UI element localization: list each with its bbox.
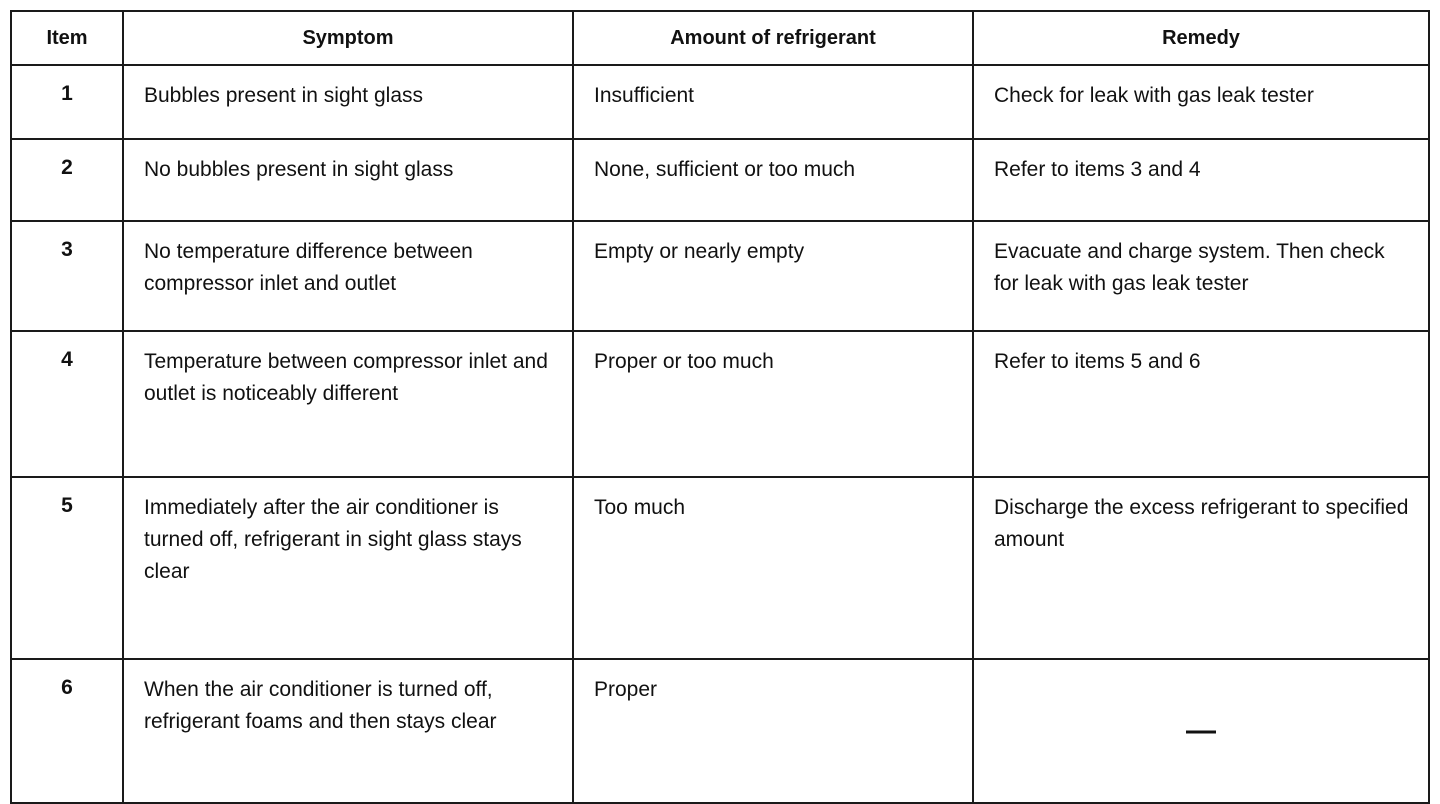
header-remedy: Remedy [973,11,1429,65]
table-row [11,139,1429,221]
cell-item: 5 [11,477,123,659]
cell-item: 1 [11,65,123,139]
cell-remedy: Evacuate and charge system. Then check for leak with gas leak tester [973,221,1429,331]
header-symptom: Symptom [123,11,573,65]
table-row [11,659,1429,803]
cell-remedy: Check for leak with gas leak tester [973,65,1429,139]
cell-amount: Too much [573,477,973,659]
cell-symptom: Immediately after the air conditioner is turned off, refrigerant in sight glass stays clear [123,477,573,659]
cell-amount: Empty or nearly empty [573,221,973,331]
cell-item: 4 [11,331,123,477]
cell-remedy: Discharge the excess refrigerant to specified amount [973,477,1429,659]
cell-symptom: No bubbles present in sight glass [123,139,573,221]
cell-remedy: Refer to items 3 and 4 [973,139,1429,221]
cell-amount: None, sufficient or too much [573,139,973,221]
header-item: Item [11,11,123,65]
cell-item: 6 [11,659,123,803]
cell-symptom: When the air conditioner is turned off, refrigerant foams and then stays clear [123,659,573,803]
table-row [11,331,1429,477]
cell-symptom: No temperature difference between compressor inlet and outlet [123,221,573,331]
cell-symptom: Temperature between compressor inlet and outlet is noticeably different [123,331,573,477]
cell-amount: Proper or too much [573,331,973,477]
refrigerant-diagnosis-table [10,10,1430,804]
cell-remedy: Refer to items 5 and 6 [973,331,1429,477]
cell-amount: Insufficient [573,65,973,139]
table-header-row [11,11,1429,65]
table-row [11,477,1429,659]
header-amount: Amount of refrigerant [573,11,973,65]
cell-item: 2 [11,139,123,221]
cell-remedy-dash: — [973,659,1429,803]
table-row [11,221,1429,331]
table-row [11,65,1429,139]
cell-symptom: Bubbles present in sight glass [123,65,573,139]
cell-item: 3 [11,221,123,331]
cell-amount: Proper [573,659,973,803]
